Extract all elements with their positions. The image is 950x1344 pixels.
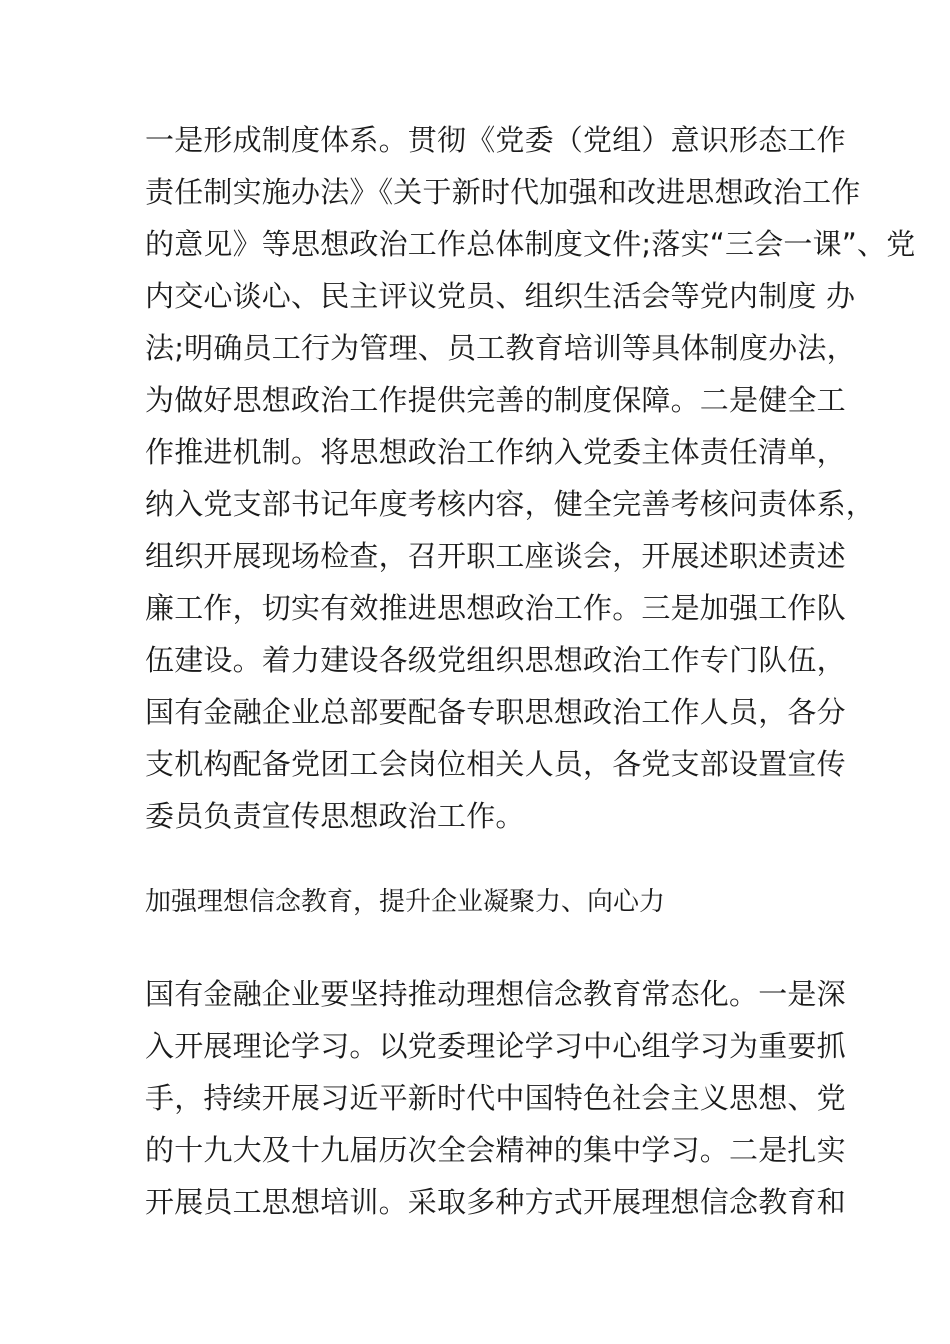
paragraph1-line: 委员负责宣传思想政治工作。 (145, 799, 525, 833)
paragraph1-line: 国有金融企业总部要配备专职思想政治工作人员，各分 (145, 695, 846, 729)
paragraph2-line: 的十九大及十九届历次全会精神的集中学习。二是扎实 (145, 1133, 846, 1167)
paragraph2-line: 开展员工思想培训。采取多种方式开展理想信念教育和 (145, 1185, 846, 1219)
paragraph1-line: 责任制实施办法》《关于新时代加强和改进思想政治工作 (145, 175, 861, 209)
paragraph2-line: 国有金融企业要坚持推动理想信念教育常态化。一是深 (145, 977, 846, 1011)
paragraph1-line: 的意见》等思想政治工作总体制度文件;落实“三会一课”、党 (145, 227, 916, 261)
paragraph1-line: 作推进机制。将思想政治工作纳入党委主体责任清单， (145, 435, 846, 469)
section-heading: 加强理想信念教育，提升企业凝聚力、向心力 (145, 887, 666, 917)
paragraph1-line: 一是形成制度体系。贯彻《党委（党组）意识形态工作 (145, 123, 846, 157)
paragraph1-line: 内交心谈心、民主评议党员、组织生活会等党内制度 办 (145, 279, 856, 313)
paragraph1-line: 伍建设。着力建设各级党组织思想政治工作专门队伍， (145, 643, 846, 677)
paragraph1-line: 为做好思想政治工作提供完善的制度保障。二是健全工 (145, 383, 846, 417)
paragraph1-line: 组织开展现场检查，召开职工座谈会，开展述职述责述 (145, 539, 846, 573)
paragraph1-line: 纳入党支部书记年度考核内容，健全完善考核问责体系， (145, 487, 876, 521)
paragraph1-line: 支机构配备党团工会岗位相关人员，各党支部设置宣传 (145, 747, 846, 781)
paragraph1-line: 法;明确员工行为管理、员工教育培训等具体制度办法， (145, 331, 856, 365)
paragraph2-line: 手，持续开展习近平新时代中国特色社会主义思想、党 (145, 1081, 846, 1115)
paragraph1-line: 廉工作，切实有效推进思想政治工作。三是加强工作队 (145, 591, 846, 625)
paragraph2-line: 入开展理论学习。以党委理论学习中心组学习为重要抓 (145, 1029, 846, 1063)
